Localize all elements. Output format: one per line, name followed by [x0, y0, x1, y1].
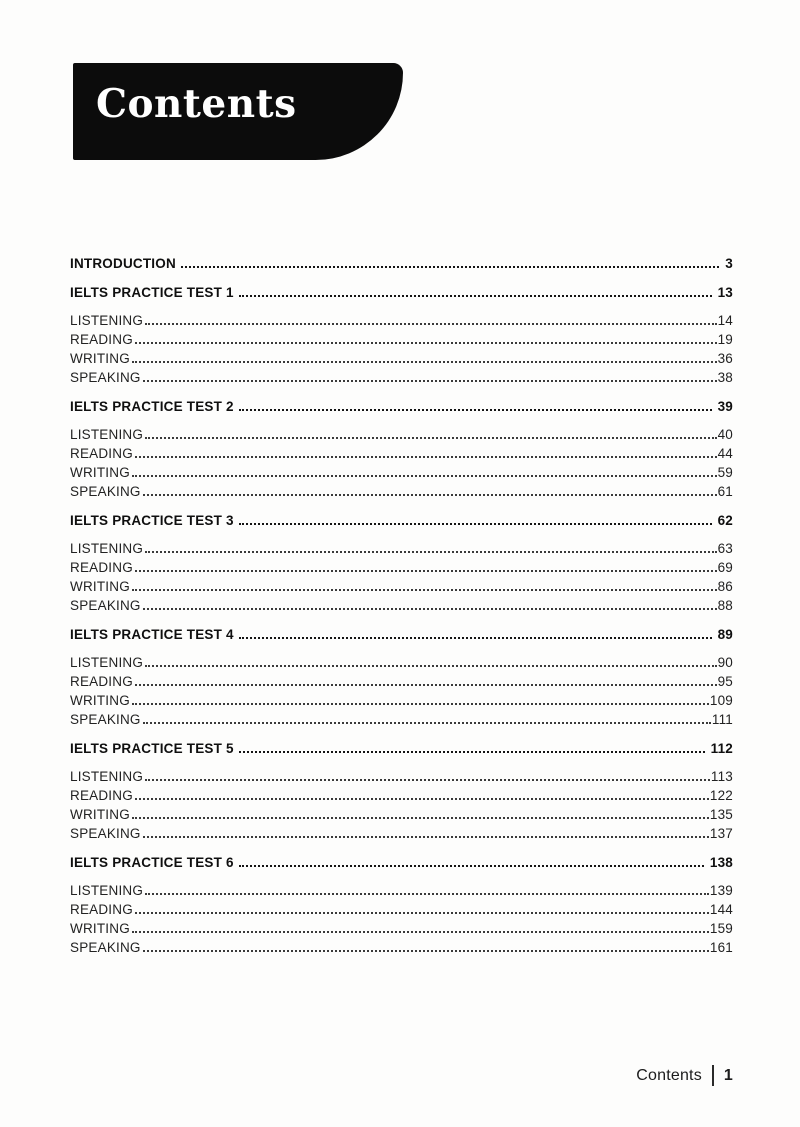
toc-section-entry	[70, 281, 733, 301]
toc-entry-page: 69	[717, 560, 733, 575]
toc-entry-label: LISTENING	[70, 541, 144, 556]
toc-dot-leader	[239, 865, 704, 867]
toc-item-entry	[70, 576, 733, 595]
toc-entry-page: 14	[717, 313, 733, 328]
toc-dot-leader	[239, 295, 712, 297]
toc-dot-leader	[145, 323, 717, 325]
toc-entry-label: SPEAKING	[70, 940, 141, 955]
toc-entry-label: WRITING	[70, 921, 130, 936]
toc-item-entry	[70, 595, 733, 614]
toc-entry-page: 109	[709, 693, 733, 708]
toc-dot-leader	[143, 950, 709, 952]
toc-item-entry	[70, 557, 733, 576]
page-footer	[636, 1065, 733, 1086]
toc-entry-label: SPEAKING	[70, 826, 141, 841]
toc-entry-page: 44	[717, 446, 733, 461]
toc-entry-label: SPEAKING	[70, 370, 141, 385]
toc-item-entry	[70, 443, 733, 462]
toc-entry-page: 38	[717, 370, 733, 385]
contents-banner	[73, 63, 403, 160]
toc-entry-label: IELTS PRACTICE TEST 3	[70, 513, 234, 528]
toc-dot-leader	[132, 931, 709, 933]
toc-entry-page: 139	[709, 883, 733, 898]
toc-dot-leader	[132, 361, 717, 363]
toc-dot-leader	[135, 342, 717, 344]
toc-dot-leader	[143, 722, 711, 724]
toc-item-entry	[70, 804, 733, 823]
toc-entry-label: IELTS PRACTICE TEST 5	[70, 741, 234, 756]
toc-entry-label: READING	[70, 788, 133, 803]
toc-section-entry	[70, 509, 733, 529]
toc-entry-page: 3	[725, 256, 733, 271]
toc-item-entry	[70, 329, 733, 348]
toc-item-entry	[70, 671, 733, 690]
toc-entry-page: 112	[710, 741, 733, 756]
toc-entry-page: 62	[717, 513, 733, 528]
toc-entry-page: 39	[717, 399, 733, 414]
toc-item-entry	[70, 367, 733, 386]
footer-section-label: Contents	[636, 1066, 702, 1084]
toc-item-entry	[70, 937, 733, 956]
toc-entry-page: 86	[717, 579, 733, 594]
toc-entry-page: 95	[717, 674, 733, 689]
toc-entry-page: 89	[717, 627, 733, 642]
toc-item-entry	[70, 538, 733, 557]
toc-entry-page: 138	[709, 855, 733, 870]
toc-item-entry	[70, 766, 733, 785]
toc-entry-label: INTRODUCTION	[70, 256, 176, 271]
toc-entry-page: 122	[709, 788, 733, 803]
toc-item-entry	[70, 785, 733, 804]
toc-entry-label: WRITING	[70, 807, 130, 822]
toc-item-entry	[70, 899, 733, 918]
toc-dot-leader	[239, 523, 712, 525]
toc-dot-leader	[132, 817, 709, 819]
toc-dot-leader	[145, 551, 717, 553]
toc-dot-leader	[132, 703, 709, 705]
toc-entry-label: WRITING	[70, 693, 130, 708]
toc-entry-label: IELTS PRACTICE TEST 1	[70, 285, 234, 300]
toc-entry-label: READING	[70, 674, 133, 689]
toc-entry-page: 63	[717, 541, 733, 556]
toc-section-entry	[70, 623, 733, 643]
toc-section-entry	[70, 737, 733, 757]
toc-dot-leader	[145, 779, 710, 781]
toc-dot-leader	[135, 570, 717, 572]
toc-dot-leader	[132, 475, 717, 477]
toc-entry-label: LISTENING	[70, 427, 144, 442]
toc-dot-leader	[135, 912, 709, 914]
toc-entry-label: LISTENING	[70, 769, 144, 784]
toc-entry-label: LISTENING	[70, 655, 144, 670]
toc-dot-leader	[239, 409, 712, 411]
toc-entry-page: 88	[717, 598, 733, 613]
toc-entry-label: IELTS PRACTICE TEST 6	[70, 855, 234, 870]
toc-dot-leader	[132, 589, 717, 591]
toc-item-entry	[70, 310, 733, 329]
toc-item-entry	[70, 481, 733, 500]
toc-entry-page: 61	[717, 484, 733, 499]
toc-dot-leader	[135, 798, 709, 800]
toc-item-entry	[70, 424, 733, 443]
toc-dot-leader	[143, 608, 717, 610]
toc-entry-label: IELTS PRACTICE TEST 2	[70, 399, 234, 414]
toc-item-entry	[70, 709, 733, 728]
toc-dot-leader	[145, 893, 709, 895]
toc-entry-page: 113	[710, 769, 733, 784]
toc-entry-page: 111	[711, 712, 733, 727]
toc-entry-page: 159	[709, 921, 733, 936]
toc-entry-page: 40	[717, 427, 733, 442]
toc-list	[70, 252, 733, 956]
toc-entry-label: READING	[70, 446, 133, 461]
toc-item-entry	[70, 652, 733, 671]
toc-item-entry	[70, 880, 733, 899]
toc-dot-leader	[145, 437, 717, 439]
toc-section-entry	[70, 252, 733, 272]
toc-item-entry	[70, 918, 733, 937]
toc-entry-page: 13	[717, 285, 733, 300]
toc-dot-leader	[145, 665, 717, 667]
toc-entry-label: LISTENING	[70, 883, 144, 898]
toc-entry-label: WRITING	[70, 465, 130, 480]
toc-entry-label: READING	[70, 560, 133, 575]
toc-entry-label: READING	[70, 332, 133, 347]
toc-item-entry	[70, 348, 733, 367]
toc-entry-label: SPEAKING	[70, 598, 141, 613]
toc-dot-leader	[143, 380, 717, 382]
toc-entry-label: READING	[70, 902, 133, 917]
page-title: Contents	[96, 81, 297, 127]
toc-item-entry	[70, 462, 733, 481]
toc-dot-leader	[239, 637, 712, 639]
toc-dot-leader	[239, 751, 705, 753]
toc-entry-page: 144	[709, 902, 733, 917]
footer-page-number: 1	[723, 1066, 733, 1084]
toc-entry-label: LISTENING	[70, 313, 144, 328]
toc-entry-page: 135	[709, 807, 733, 822]
toc-section-entry	[70, 851, 733, 871]
toc-entry-label: WRITING	[70, 351, 130, 366]
toc-dot-leader	[143, 494, 717, 496]
toc-entry-page: 161	[709, 940, 733, 955]
toc-entry-page: 90	[717, 655, 733, 670]
toc-entry-page: 19	[717, 332, 733, 347]
toc-dot-leader	[135, 684, 717, 686]
toc-entry-label: SPEAKING	[70, 484, 141, 499]
toc-dot-leader	[181, 266, 719, 268]
toc-entry-label: SPEAKING	[70, 712, 141, 727]
toc-entry-page: 36	[717, 351, 733, 366]
toc-entry-page: 137	[709, 826, 733, 841]
toc-item-entry	[70, 690, 733, 709]
toc-section-entry	[70, 395, 733, 415]
toc-item-entry	[70, 823, 733, 842]
toc-entry-label: WRITING	[70, 579, 130, 594]
toc-dot-leader	[143, 836, 709, 838]
toc-dot-leader	[135, 456, 717, 458]
toc-entry-page: 59	[717, 465, 733, 480]
toc-entry-label: IELTS PRACTICE TEST 4	[70, 627, 234, 642]
